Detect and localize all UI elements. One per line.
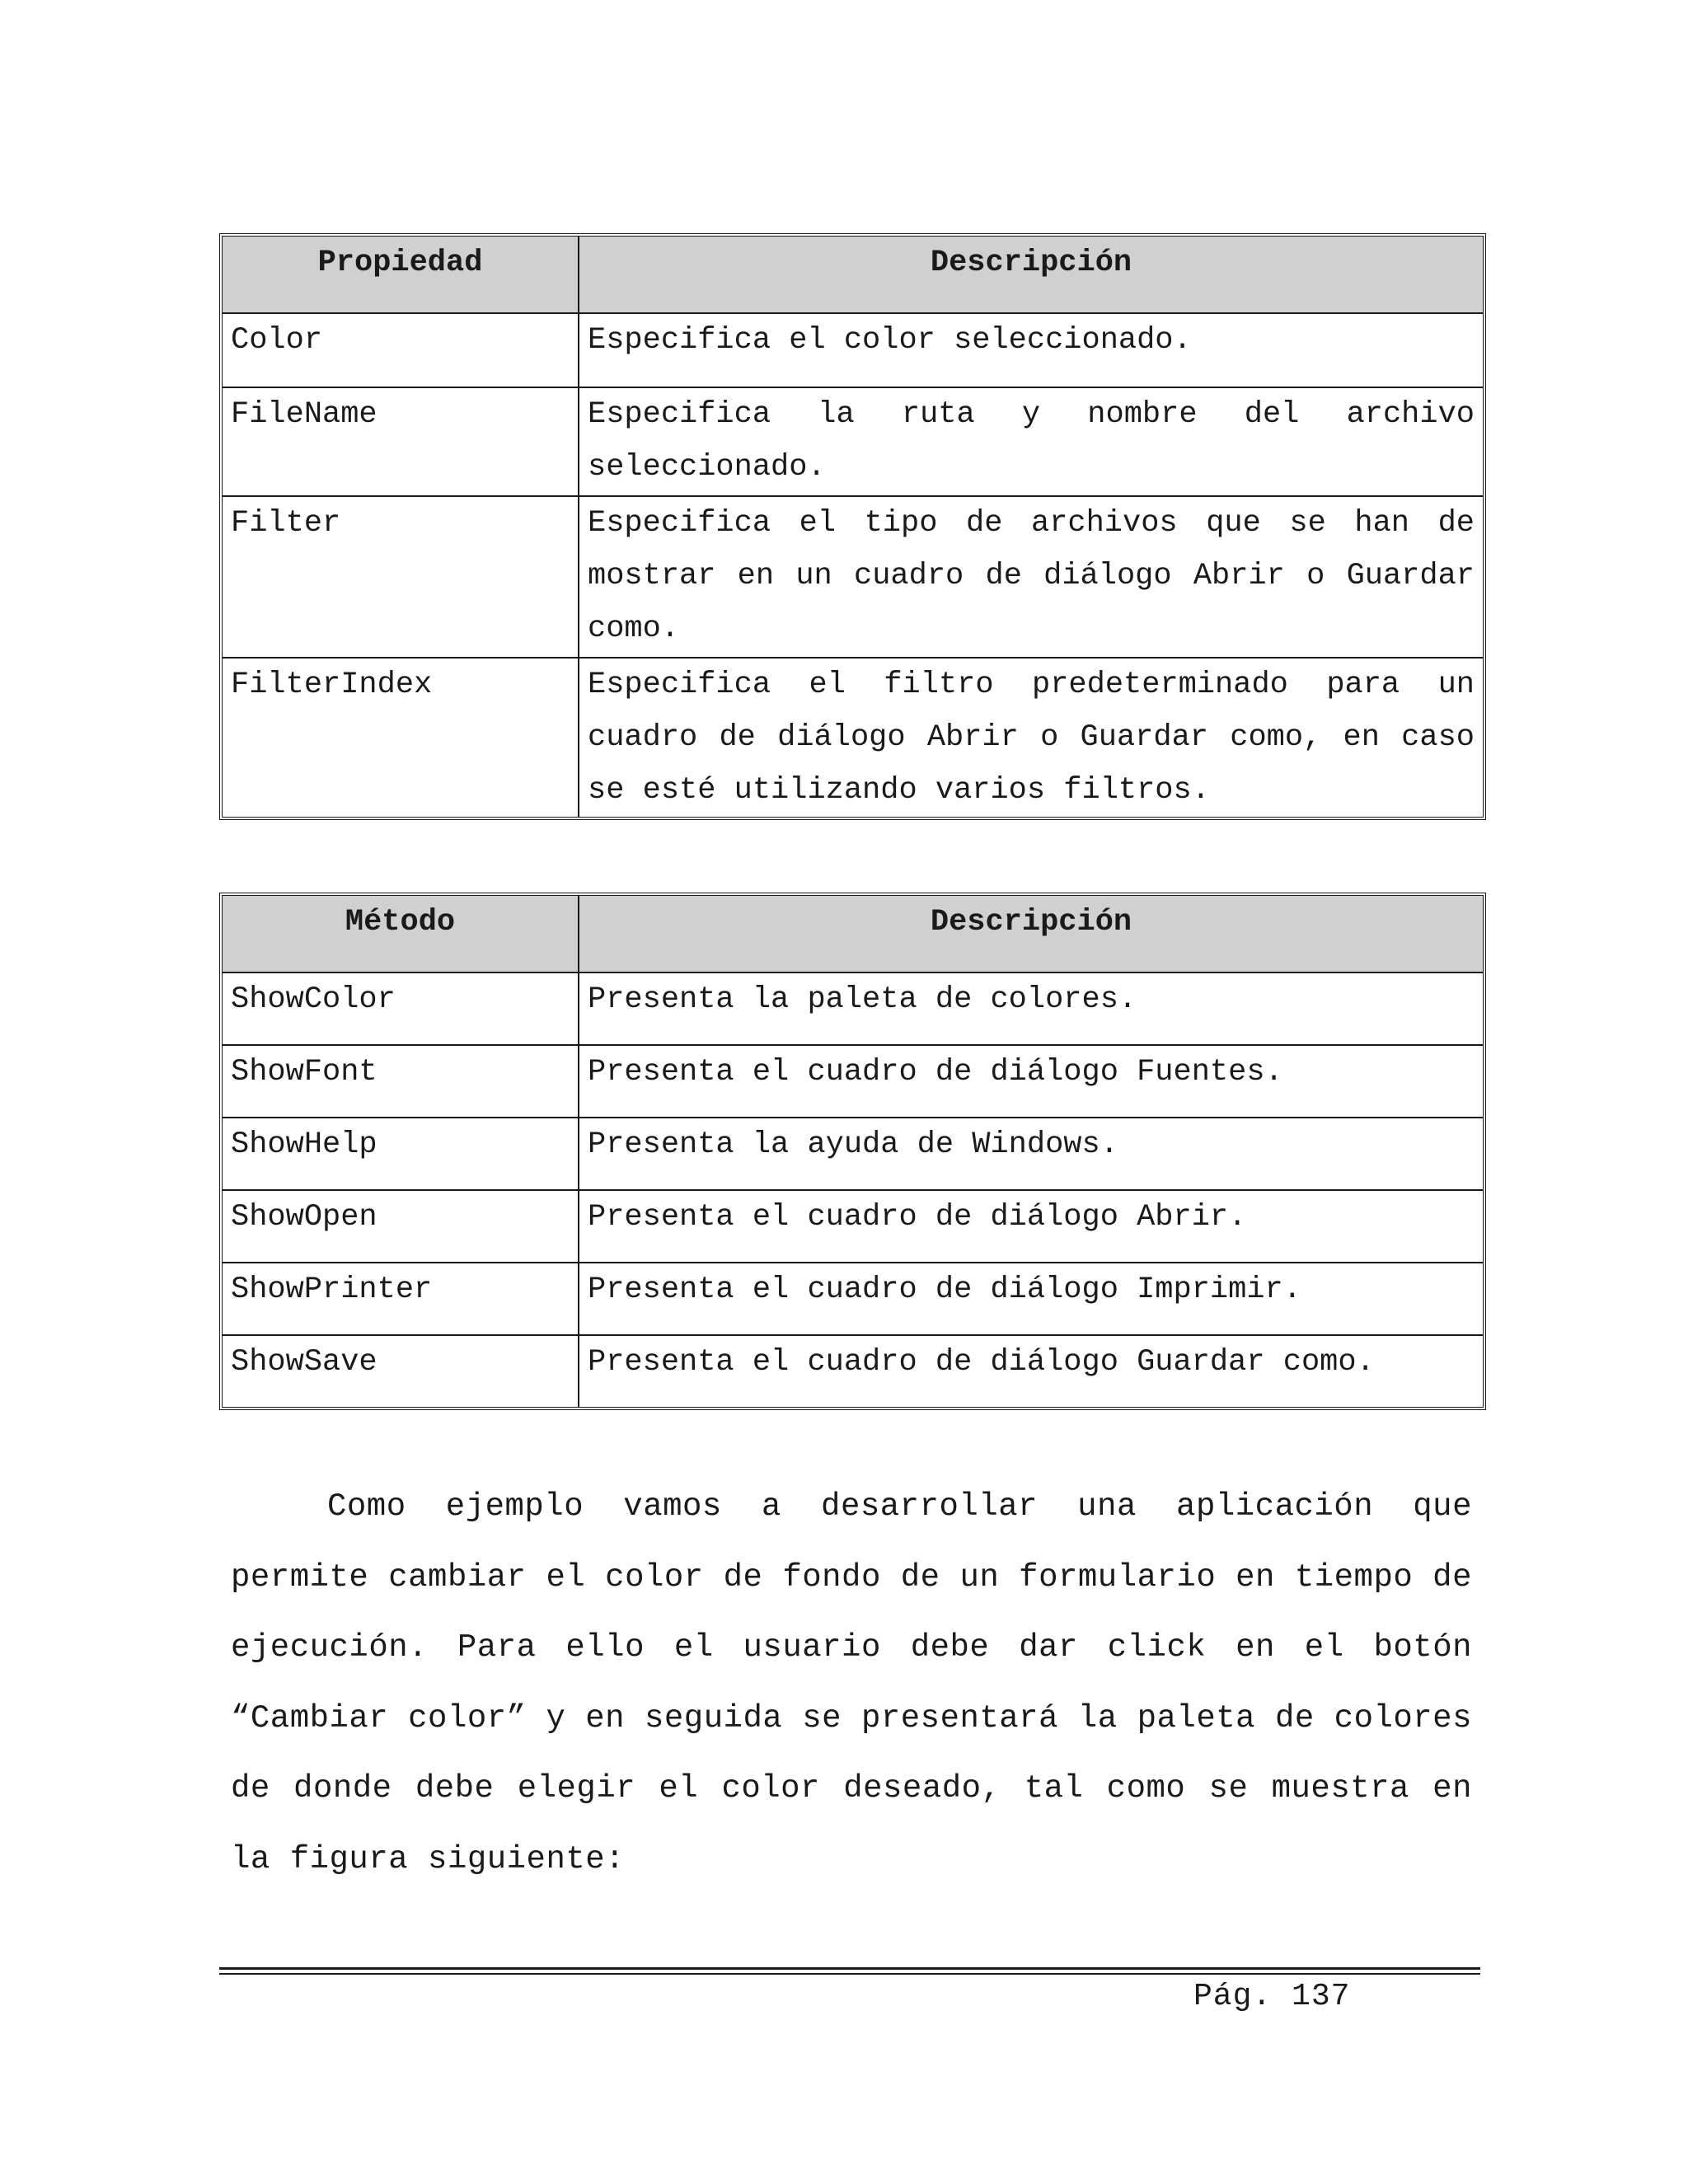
method-name: ShowSave xyxy=(223,1336,579,1407)
property-description: Especifica el color seleccionado. xyxy=(579,314,1483,388)
method-description: Presenta la paleta de colores. xyxy=(579,973,1483,1046)
footer-divider xyxy=(219,1967,1480,1975)
table-row xyxy=(223,1118,1483,1191)
property-description: Especifica la ruta y nombre del archivo seleccionado. xyxy=(579,388,1483,497)
property-name: Filter xyxy=(223,497,579,658)
table-row xyxy=(223,1191,1483,1263)
table-row xyxy=(223,1336,1483,1407)
table-header-row xyxy=(223,896,1483,973)
method-name: ShowFont xyxy=(223,1046,579,1118)
column-header-description: Descripción xyxy=(579,237,1483,314)
body-paragraph: Como ejemplo vamos a desarrollar una aplicación que permite cambiar el color de fondo de un formulario en tiempo de ejecución. Para ello el usuario debe dar click en el botón “Cambiar color” y en seguida se presentará la paleta de colores de donde debe elegir el color deseado, tal como se muestra en la figura siguiente: xyxy=(231,1488,1472,1877)
table-row xyxy=(223,973,1483,1046)
method-description: Presenta el cuadro de diálogo Imprimir. xyxy=(579,1263,1483,1336)
method-description: Presenta el cuadro de diálogo Fuentes. xyxy=(579,1046,1483,1118)
methods-table xyxy=(219,893,1486,1410)
table-row xyxy=(223,314,1483,388)
property-name: FilterIndex xyxy=(223,658,579,817)
method-name: ShowHelp xyxy=(223,1118,579,1191)
table-row xyxy=(223,388,1483,497)
table-row xyxy=(223,1263,1483,1336)
method-description: Presenta la ayuda de Windows. xyxy=(579,1118,1483,1191)
column-header-method: Método xyxy=(223,896,579,973)
method-name: ShowOpen xyxy=(223,1191,579,1263)
properties-table xyxy=(219,233,1486,820)
property-name: Color xyxy=(223,314,579,388)
table-row xyxy=(223,497,1483,658)
method-description: Presenta el cuadro de diálogo Abrir. xyxy=(579,1191,1483,1263)
table-row xyxy=(223,658,1483,817)
property-description: Especifica el tipo de archivos que se han de mostrar en un cuadro de diálogo Abrir o Guardar como. xyxy=(579,497,1483,658)
method-description: Presenta el cuadro de diálogo Guardar como. xyxy=(588,1345,1375,1380)
property-description: Especifica el filtro predeterminado para un cuadro de diálogo Abrir o Guardar como, en caso se esté utilizando varios filtros. xyxy=(588,668,1475,808)
table-row xyxy=(223,1046,1483,1118)
column-header-description: Descripción xyxy=(579,896,1483,973)
table-header-row xyxy=(223,237,1483,314)
method-name: ShowColor xyxy=(223,973,579,1046)
method-name: ShowPrinter xyxy=(223,1263,579,1336)
column-header-property: Propiedad xyxy=(223,237,579,314)
property-name: FileName xyxy=(223,388,579,497)
page-number: Pág. 137 xyxy=(1193,1979,1351,2014)
